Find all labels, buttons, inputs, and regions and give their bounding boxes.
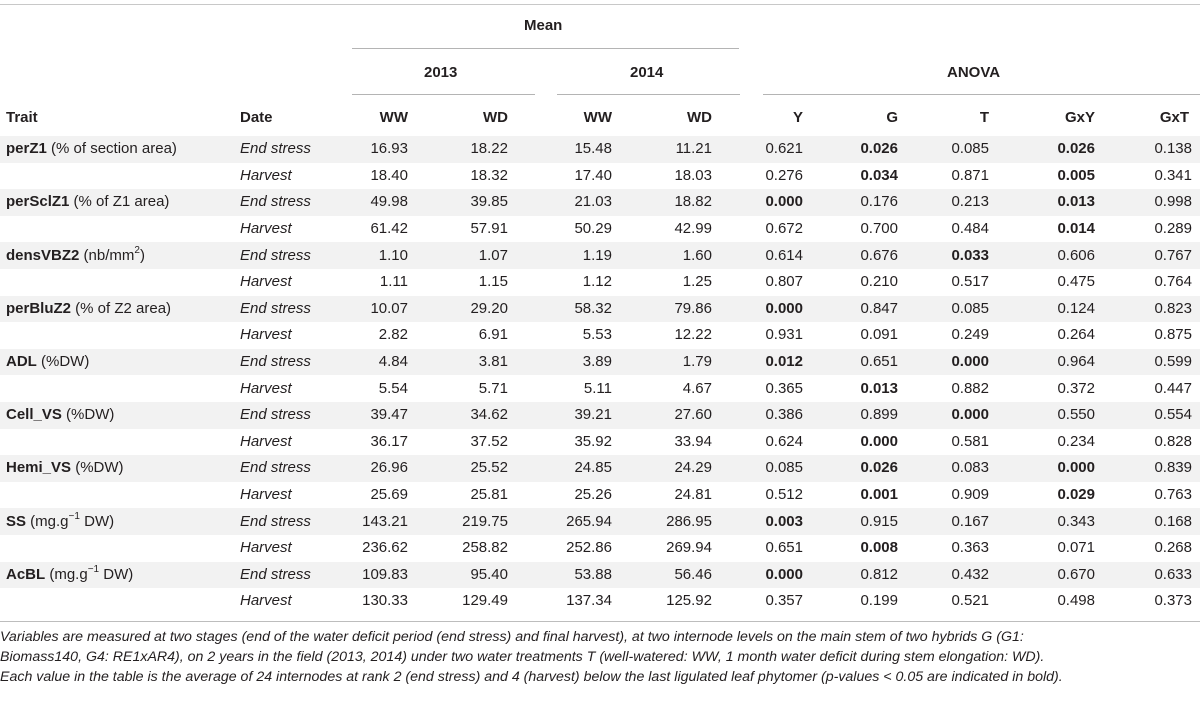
footnote-line: Biomass140, G4: RE1xAR4), on 2 years in the field (2013, 2014) under two water treatments T (well-watered: WW, 1 month water deficit during stem elongation: WD). (0, 649, 1045, 665)
mean-cell: 39.21 (508, 402, 612, 429)
table-row (0, 588, 1200, 615)
date-cell: Harvest (240, 273, 292, 291)
pvalue-cell: 0.289 (1154, 220, 1192, 238)
table-row (0, 296, 1200, 323)
date-cell: End stress (237, 136, 351, 163)
mean-cell: 95.40 (408, 562, 508, 589)
date-cell: End stress (237, 402, 351, 429)
mean-cell: 17.40 (574, 166, 612, 184)
col-header-trait: Trait (6, 109, 38, 126)
mean-cell: 2.82 (378, 326, 408, 344)
col-header-wd-2014: WD (687, 109, 712, 126)
pvalue-cell: 0.676 (803, 242, 898, 269)
pvalue-cell: 0.199 (860, 592, 898, 610)
pvalue-cell-significant: 0.013 (989, 189, 1095, 216)
trait-name: perSclZ1 (6, 193, 70, 211)
mean-cell: 5.71 (478, 379, 508, 397)
trait-cell (0, 296, 237, 323)
trait-cell (0, 402, 237, 429)
trait-name: SS (6, 512, 27, 530)
pvalue-cell: 0.581 (951, 432, 989, 450)
trait-cell (0, 269, 237, 296)
pvalue-cell: 0.447 (1154, 379, 1192, 397)
mean-cell: 5.11 (583, 379, 612, 397)
mean-cell: 109.83 (351, 562, 408, 589)
pvalue-cell: 0.213 (898, 189, 989, 216)
pvalue-cell-significant: 0.014 (1057, 220, 1095, 238)
pvalue-cell: 0.621 (712, 136, 803, 163)
pvalue-cell: 0.083 (898, 455, 989, 482)
mean-cell: 5.54 (378, 379, 408, 397)
pvalue-cell: 0.498 (1057, 592, 1095, 610)
pvalue-cell: 0.767 (1095, 242, 1200, 269)
pvalue-cell-significant: 0.013 (860, 379, 898, 397)
trait-name: Hemi_VS (6, 459, 72, 477)
mean-cell: 4.67 (682, 379, 712, 397)
mean-cell: 57.91 (470, 220, 508, 238)
trait-cell (0, 163, 237, 190)
col-header-date: Date (240, 109, 273, 126)
pvalue-cell: 0.512 (765, 486, 803, 504)
table-row (0, 216, 1200, 243)
mean-underline (352, 48, 739, 49)
trait-cell (0, 535, 237, 562)
date-cell: End stress (237, 349, 351, 376)
col-header-ww-2013: WW (379, 109, 408, 126)
pvalue-cell: 0.373 (1154, 592, 1192, 610)
mean-cell: 24.81 (674, 486, 712, 504)
trait-unit-suffix: ) (139, 246, 145, 264)
mean-cell: 5.53 (582, 326, 612, 344)
table-row (0, 349, 1200, 376)
trait-cell (0, 429, 237, 456)
mean-cell: 1.07 (408, 242, 508, 269)
mean-cell: 4.84 (351, 349, 408, 376)
mean-cell: 37.52 (470, 432, 508, 450)
table-row (0, 482, 1200, 509)
trait-unit-exponent: −1 (68, 510, 80, 522)
pvalue-cell: 0.341 (1154, 166, 1192, 184)
pvalue-cell: 0.633 (1095, 562, 1200, 589)
table-row (0, 163, 1200, 190)
mean-cell: 61.42 (370, 220, 408, 238)
pvalue-cell: 0.357 (765, 592, 803, 610)
year-2013-header: 2013 (424, 64, 458, 81)
pvalue-cell: 0.763 (1154, 486, 1192, 504)
trait-cell (0, 455, 237, 482)
pvalue-cell-significant: 0.033 (898, 242, 989, 269)
pvalue-cell: 0.521 (951, 592, 989, 610)
trait-name: densVBZ2 (6, 246, 80, 264)
col-header-wd-2013: WD (483, 109, 508, 126)
mean-cell: 24.85 (508, 455, 612, 482)
pvalue-cell: 0.085 (898, 296, 989, 323)
anova-underline (763, 94, 1200, 95)
pvalue-cell: 0.343 (989, 508, 1095, 535)
mean-cell: 25.81 (470, 486, 508, 504)
pvalue-cell: 0.085 (712, 455, 803, 482)
footnote-line: Variables are measured at two stages (end of the water deficit period (end stress) and final harvest), at two internode levels on the main stem of two hybrids G (G1: (0, 629, 1024, 645)
mean-group-header: Mean (524, 17, 563, 34)
anova-group-header: ANOVA (947, 64, 1001, 81)
mean-cell: 252.86 (566, 539, 612, 557)
trait-cell (0, 216, 237, 243)
trait-cell (0, 349, 237, 376)
table-row (0, 269, 1200, 296)
pvalue-cell: 0.670 (989, 562, 1095, 589)
year-2013-underline (352, 94, 535, 95)
pvalue-cell: 0.372 (1057, 379, 1095, 397)
mean-cell: 3.81 (408, 349, 508, 376)
date-cell: Harvest (240, 539, 292, 557)
mean-cell: 219.75 (408, 508, 508, 535)
mean-cell: 1.79 (612, 349, 712, 376)
mean-cell: 27.60 (612, 402, 712, 429)
pvalue-cell: 0.812 (803, 562, 898, 589)
pvalue-cell: 0.168 (1095, 508, 1200, 535)
pvalue-cell: 0.085 (898, 136, 989, 163)
date-cell: End stress (237, 562, 351, 589)
trait-name: perBluZ2 (6, 299, 72, 317)
pvalue-cell-significant: 0.026 (803, 455, 898, 482)
mean-cell: 125.92 (666, 592, 712, 610)
date-cell: End stress (237, 242, 351, 269)
mean-cell: 12.22 (674, 326, 712, 344)
col-header-gxy: GxY (1064, 109, 1095, 126)
pvalue-cell-significant: 0.029 (1057, 486, 1095, 504)
pvalue-cell: 0.764 (1154, 273, 1192, 291)
pvalue-cell-significant: 0.026 (803, 136, 898, 163)
table-row (0, 136, 1200, 163)
pvalue-cell: 0.998 (1095, 189, 1200, 216)
pvalue-cell: 0.964 (989, 349, 1095, 376)
pvalue-cell: 0.828 (1154, 432, 1192, 450)
pvalue-cell: 0.624 (765, 432, 803, 450)
mean-cell: 49.98 (351, 189, 408, 216)
pvalue-cell: 0.823 (1095, 296, 1200, 323)
trait-unit: (% of Z2 area) (71, 299, 172, 317)
mean-cell: 56.46 (612, 562, 712, 589)
mean-cell: 6.91 (478, 326, 508, 344)
date-cell: Harvest (240, 166, 292, 184)
mean-cell: 269.94 (666, 539, 712, 557)
trait-name: perZ1 (6, 140, 47, 158)
pvalue-cell-significant: 0.000 (898, 402, 989, 429)
pvalue-cell: 0.210 (860, 273, 898, 291)
mean-cell: 25.69 (370, 486, 408, 504)
mean-cell: 58.32 (508, 296, 612, 323)
mean-cell: 1.15 (478, 273, 508, 291)
mean-cell: 286.95 (612, 508, 712, 535)
data-table (0, 136, 1200, 615)
date-cell: Harvest (240, 220, 292, 238)
trait-cell (0, 189, 237, 216)
table-row (0, 455, 1200, 482)
trait-unit-exponent: −1 (87, 563, 100, 575)
mean-cell: 39.85 (408, 189, 508, 216)
mean-cell: 34.62 (408, 402, 508, 429)
footnote-line: Each value in the table is the average of 24 internodes at rank 2 (end stress) and 4 (harvest) below the last ligulated leaf phytomer (p-values < 0.05 are indicated in bold). (0, 669, 1063, 685)
trait-cell (0, 242, 237, 269)
pvalue-cell: 0.517 (951, 273, 989, 291)
trait-name: Cell_VS (6, 406, 62, 424)
pvalue-cell: 0.268 (1154, 539, 1192, 557)
mean-cell: 15.48 (508, 136, 612, 163)
trait-cell (0, 322, 237, 349)
pvalue-cell: 0.909 (951, 486, 989, 504)
pvalue-cell: 0.276 (765, 166, 803, 184)
mean-cell: 79.86 (612, 296, 712, 323)
mean-cell: 11.21 (612, 136, 712, 163)
date-cell: Harvest (240, 379, 292, 397)
pvalue-cell: 0.931 (765, 326, 803, 344)
table-row (0, 562, 1200, 589)
pvalue-cell-significant: 0.026 (989, 136, 1095, 163)
pvalue-cell: 0.550 (989, 402, 1095, 429)
pvalue-cell: 0.071 (1057, 539, 1095, 557)
col-header-ww-2014: WW (583, 109, 612, 126)
mean-cell: 39.47 (351, 402, 408, 429)
mean-cell: 35.92 (574, 432, 612, 450)
pvalue-cell: 0.871 (951, 166, 989, 184)
mean-cell: 1.60 (612, 242, 712, 269)
pvalue-cell: 0.138 (1095, 136, 1200, 163)
mean-cell: 18.40 (370, 166, 408, 184)
date-cell: End stress (237, 455, 351, 482)
pvalue-cell: 0.882 (951, 379, 989, 397)
pvalue-cell-significant: 0.012 (712, 349, 803, 376)
mean-cell: 18.03 (674, 166, 712, 184)
pvalue-cell: 0.875 (1154, 326, 1192, 344)
pvalue-cell-significant: 0.008 (860, 539, 898, 557)
trait-unit-suffix: DW) (99, 565, 134, 583)
pvalue-cell: 0.599 (1095, 349, 1200, 376)
mean-cell: 1.19 (508, 242, 612, 269)
mean-cell: 1.10 (351, 242, 408, 269)
mean-cell: 21.03 (508, 189, 612, 216)
pvalue-cell: 0.386 (712, 402, 803, 429)
pvalue-cell: 0.614 (712, 242, 803, 269)
mean-cell: 18.82 (612, 189, 712, 216)
pvalue-cell-significant: 0.005 (1057, 166, 1095, 184)
table-row (0, 375, 1200, 402)
trait-name: ADL (6, 353, 37, 371)
date-cell: End stress (237, 296, 351, 323)
table-row (0, 402, 1200, 429)
trait-unit: (%DW) (36, 353, 90, 371)
trait-name: AcBL (6, 565, 46, 583)
trait-unit: (mg.g (26, 512, 69, 530)
mean-cell: 42.99 (674, 220, 712, 238)
mean-cell: 18.32 (470, 166, 508, 184)
mean-cell: 1.11 (379, 273, 408, 291)
table-row (0, 322, 1200, 349)
trait-cell (0, 562, 237, 589)
pvalue-cell-significant: 0.001 (860, 486, 898, 504)
pvalue-cell: 0.847 (803, 296, 898, 323)
pvalue-cell: 0.091 (860, 326, 898, 344)
table-row (0, 242, 1200, 269)
date-cell: End stress (237, 189, 351, 216)
col-header-gxt: GxT (1159, 109, 1189, 126)
pvalue-cell: 0.899 (803, 402, 898, 429)
pvalue-cell-significant: 0.000 (712, 189, 803, 216)
mean-cell: 265.94 (508, 508, 612, 535)
pvalue-cell: 0.124 (989, 296, 1095, 323)
trait-unit: (% of Z1 area) (69, 193, 170, 211)
pvalue-cell-significant: 0.003 (712, 508, 803, 535)
date-cell: Harvest (240, 432, 292, 450)
pvalue-cell: 0.807 (765, 273, 803, 291)
table-row (0, 535, 1200, 562)
mean-cell: 29.20 (408, 296, 508, 323)
pvalue-cell: 0.365 (765, 379, 803, 397)
pvalue-cell: 0.915 (803, 508, 898, 535)
mean-cell: 1.25 (682, 273, 712, 291)
mean-cell: 1.12 (582, 273, 612, 291)
trait-unit-exponent: 2 (134, 244, 140, 256)
date-cell: Harvest (240, 326, 292, 344)
pvalue-cell-significant: 0.000 (860, 432, 898, 450)
pvalue-cell: 0.176 (803, 189, 898, 216)
pvalue-cell: 0.554 (1095, 402, 1200, 429)
trait-cell (0, 136, 237, 163)
trait-cell (0, 482, 237, 509)
table-row (0, 189, 1200, 216)
mean-cell: 137.34 (566, 592, 612, 610)
pvalue-cell: 0.432 (898, 562, 989, 589)
footnote (0, 621, 1200, 687)
pvalue-cell: 0.264 (1057, 326, 1095, 344)
year-2014-underline (557, 94, 740, 95)
pvalue-cell: 0.672 (765, 220, 803, 238)
col-header-t: T (979, 109, 989, 126)
pvalue-cell: 0.651 (765, 539, 803, 557)
trait-unit: (%DW) (71, 459, 124, 477)
mean-cell: 24.29 (612, 455, 712, 482)
col-header-g: G (886, 109, 898, 126)
pvalue-cell: 0.249 (951, 326, 989, 344)
trait-cell (0, 508, 237, 535)
col-header-y: Y (792, 109, 803, 126)
mean-cell: 236.62 (362, 539, 408, 557)
mean-cell: 3.89 (508, 349, 612, 376)
date-cell: Harvest (240, 592, 292, 610)
trait-unit: (mg.g (45, 565, 88, 583)
pvalue-cell: 0.839 (1095, 455, 1200, 482)
trait-unit: (%DW) (61, 406, 115, 424)
trait-cell (0, 588, 237, 615)
top-rule (0, 4, 1200, 5)
mean-cell: 258.82 (462, 539, 508, 557)
mean-cell: 10.07 (351, 296, 408, 323)
mean-cell: 143.21 (351, 508, 408, 535)
mean-cell: 25.26 (574, 486, 612, 504)
pvalue-cell: 0.651 (803, 349, 898, 376)
table-row (0, 429, 1200, 456)
pvalue-cell: 0.484 (951, 220, 989, 238)
pvalue-cell-significant: 0.000 (989, 455, 1095, 482)
pvalue-cell-significant: 0.000 (712, 562, 803, 589)
trait-unit: (% of section area) (46, 140, 177, 158)
mean-cell: 50.29 (574, 220, 612, 238)
pvalue-cell: 0.700 (860, 220, 898, 238)
mean-cell: 33.94 (674, 432, 712, 450)
trait-cell (0, 375, 237, 402)
mean-cell: 129.49 (462, 592, 508, 610)
pvalue-cell: 0.363 (951, 539, 989, 557)
date-cell: End stress (237, 508, 351, 535)
mean-cell: 18.22 (408, 136, 508, 163)
pvalue-cell: 0.475 (1057, 273, 1095, 291)
table-row (0, 508, 1200, 535)
mean-cell: 53.88 (508, 562, 612, 589)
trait-unit: (nb/mm (79, 246, 135, 264)
pvalue-cell-significant: 0.000 (712, 296, 803, 323)
mean-cell: 26.96 (351, 455, 408, 482)
mean-cell: 25.52 (408, 455, 508, 482)
pvalue-cell-significant: 0.034 (860, 166, 898, 184)
date-cell: Harvest (240, 486, 292, 504)
mean-cell: 36.17 (370, 432, 408, 450)
trait-unit-suffix: DW) (79, 512, 115, 530)
pvalue-cell: 0.234 (1057, 432, 1095, 450)
mean-cell: 130.33 (362, 592, 408, 610)
pvalue-cell: 0.167 (898, 508, 989, 535)
pvalue-cell: 0.606 (989, 242, 1095, 269)
mean-cell: 16.93 (351, 136, 408, 163)
year-2014-header: 2014 (630, 64, 664, 81)
pvalue-cell-significant: 0.000 (898, 349, 989, 376)
